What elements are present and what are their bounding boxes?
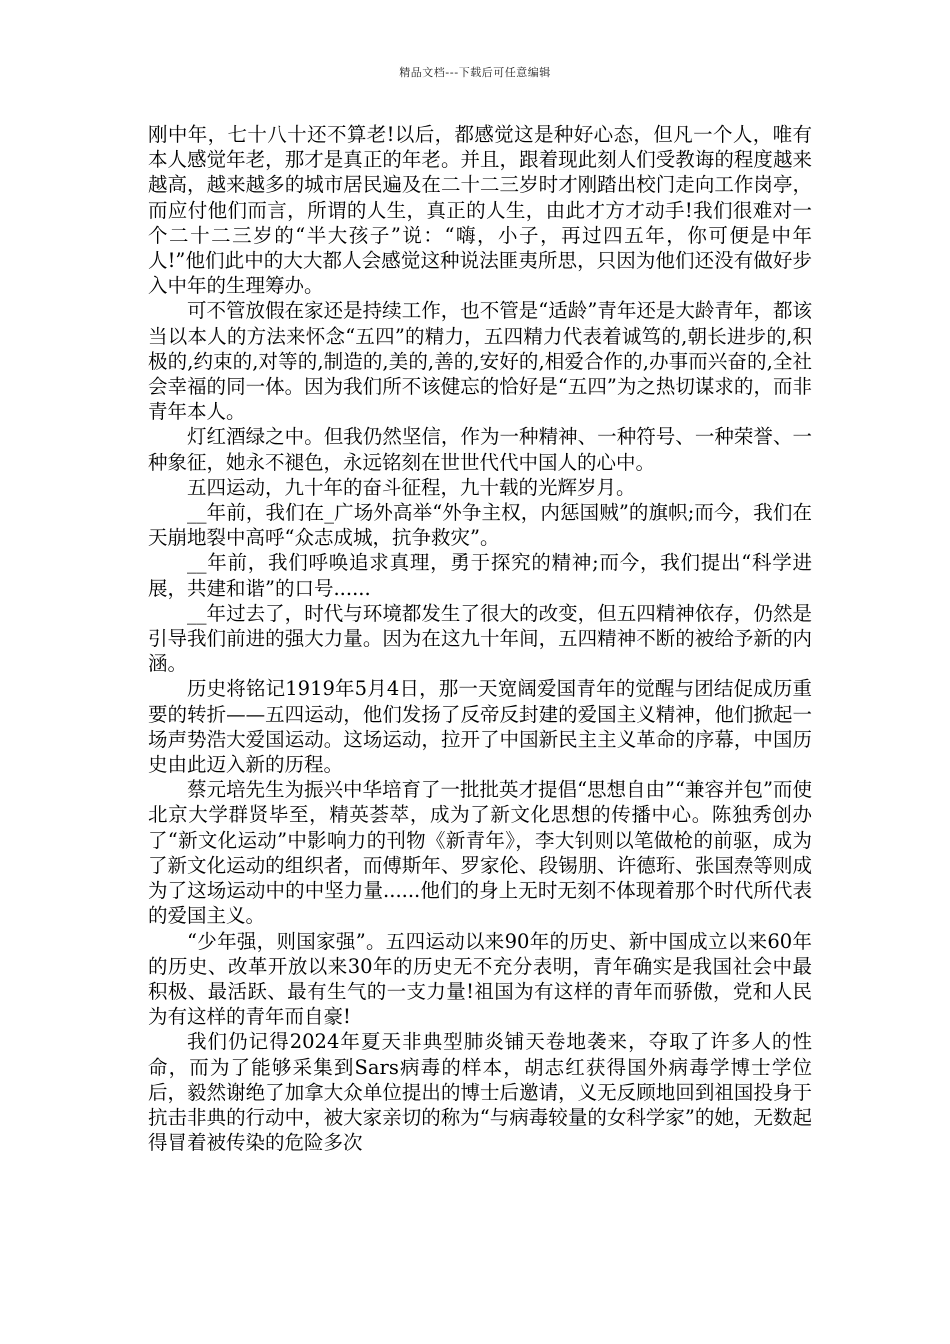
paragraph-3: 灯红酒绿之中。但我仍然坚信，作为一种精神、一种符号、一种荣誉、一种象征，她永不褪色，永远铭刻在世世代代中国人的心中。 <box>148 425 812 474</box>
paragraph-7: __年过去了，时代与环境都发生了很大的改变，但五四精神依存，仍然是引导我们前进的强大力量。因为在这九十年间，五四精神不断的被给予新的内涵。 <box>148 601 812 676</box>
paragraph-5: __年前，我们在_广场外高举“外争主权，内惩国贼”的旗帜;而今，我们在天崩地裂中高呼“众志成城，抗争救灾”。 <box>148 501 812 550</box>
page-header: 精品文档---下载后可任意编辑 <box>399 66 551 79</box>
paragraph-2: 可不管放假在家还是持续工作，也不管是“适龄”青年还是大龄青年，都该当以本人的方法来怀念“五四”的精力，五四精力代表着诚笃的,朝长进步的,积极的,约束的,对等的,制造的,美的,善的,安好的,相爱合作的,办事而兴奋的,全社会幸福的同一体。因为我们所不该健忘的恰好是“五四”为之热切谋求的，而非青年本人。 <box>148 299 812 424</box>
paragraph-1: 刚中年，七十八十还不算老!以后，都感觉这是种好心态，但凡一个人，唯有本人感觉年老，那才是真正的年老。并且，跟着现此刻人们受教诲的程度越来越高，越来越多的城市居民遍及在二十二三岁时才刚踏出校门走向工作岗亭，而应付他们而言，所谓的人生，真正的人生，由此才方才动手!我们很难对一个二十二三岁的“半大孩子”说：“嗨，小子，再过四五年，你可便是中年人!”他们此中的大大都人会感觉这种说法匪夷所思，只因为他们还没有做好步入中年的生理筹办。 <box>148 123 812 298</box>
document-body <box>148 122 812 1155</box>
paragraph-4: 五四运动，九十年的奋斗征程，九十载的光辉岁月。 <box>187 475 636 499</box>
paragraph-8: 历史将铭记1919年5月4日，那一天宽阔爱国青年的觉醒与团结促成历重要的转折——五四运动，他们发扬了反帝反封建的爱国主义精神，他们掀起一场声势浩大爱国运动。这场运动，拉开了中国新民主主义革命的序幕，中国历史由此迈入新的历程。 <box>148 677 812 777</box>
paragraph-11: 我们仍记得2024年夏天非典型肺炎铺天卷地袭来，夺取了许多人的性命，而为了能够采集到Sars病毒的样本，胡志红获得国外病毒学博士学位后，毅然谢绝了加拿大众单位提出的博士后邀请，义无反顾地回到祖国投身于抗击非典的行动中，被大家亲切的称为“与病毒较量的女科学家”的她，无数起得冒着被传染的危险多次 <box>148 1030 812 1155</box>
paragraph-9: 蔡元培先生为振兴中华培育了一批批英才提倡“思想自由”“兼容并包”而使北京大学群贤毕至，精英荟萃，成为了新文化思想的传播中心。陈独秀创办了“新文化运动”中影响力的刊物《新青年》，李大钊则以笔做枪的前驱，成为了新文化运动的组织者，而傅斯年、罗家伦、段锡朋、许德珩、张国焘等则成为了这场运动中的中坚力量......他们的身上无时无刻不体现着那个时代所代表的爱国主义。 <box>148 778 812 928</box>
paragraph-6: __年前，我们呼唤追求真理，勇于探究的精神;而今，我们提出“科学进展，共建和谐”的口号...... <box>148 551 812 600</box>
paragraph-10: “少年强，则国家强”。五四运动以来90年的历史、新中国成立以来60年的历史、改革开放以来30年的历史无不充分表明，青年确实是我国社会中最积极、最活跃、最有生气的一支力量!祖国为有这样的青年而骄傲，党和人民为有这样的青年而自豪! <box>148 929 812 1029</box>
